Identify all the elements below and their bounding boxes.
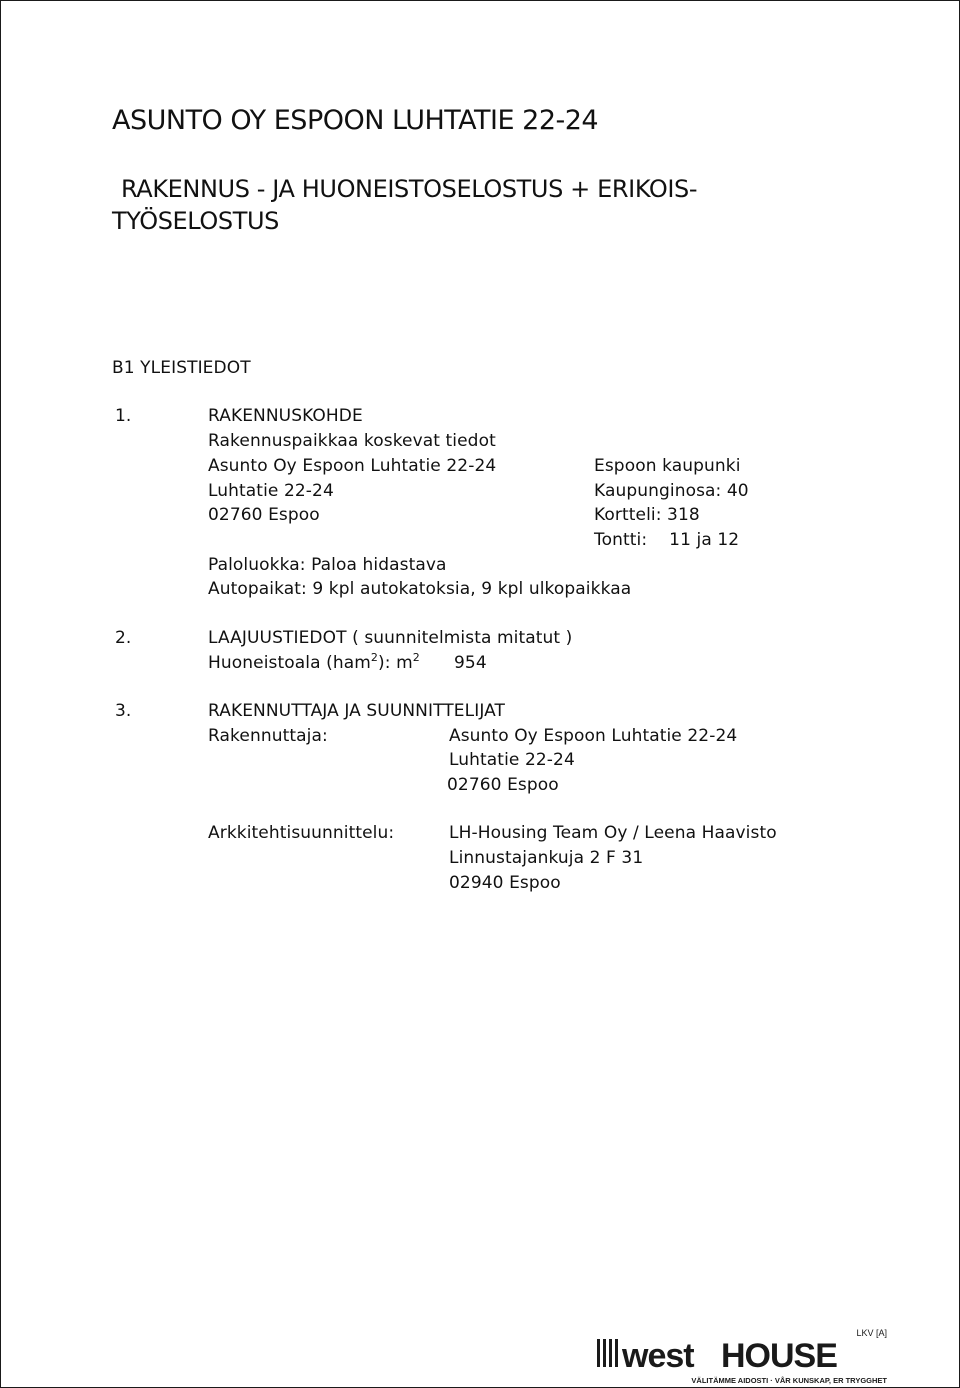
item1-number: 1. bbox=[115, 406, 132, 426]
architect-line: LH-Housing Team Oy / Leena Haavisto bbox=[449, 823, 777, 843]
item2-heading-line bbox=[208, 628, 572, 648]
site-left-line: 02760 Espoo bbox=[208, 505, 320, 525]
item3-number: 3. bbox=[115, 701, 132, 721]
logo-tagline: VÄLITÄMME AIDOSTI · VÅR KUNSKAP, ER TRYGGHET bbox=[691, 1376, 887, 1385]
item2-heading: LAAJUUSTIEDOT bbox=[208, 628, 347, 648]
floor-area-label-b: ): m bbox=[378, 653, 413, 673]
item2-number: 2. bbox=[115, 628, 132, 648]
site-right-line: Kaupunginosa: 40 bbox=[594, 481, 749, 501]
parking-info: Autopaikat: 9 kpl autokatoksia, 9 kpl ulkopaikkaa bbox=[208, 579, 632, 599]
item3-heading: RAKENNUTTAJA JA SUUNNITTELIJAT bbox=[208, 701, 506, 721]
site-right-line: Kortteli: 318 bbox=[594, 505, 700, 525]
westhouse-logo bbox=[595, 1323, 895, 1387]
item1-heading: RAKENNUSKOHDE bbox=[208, 406, 363, 426]
site-right-line: Espoon kaupunki bbox=[594, 456, 741, 476]
document-subtitle-line2: TYÖSELOSTUS bbox=[112, 207, 279, 235]
floor-area-value: 954 bbox=[454, 653, 487, 673]
site-left-line: Asunto Oy Espoon Luhtatie 22-24 bbox=[208, 456, 497, 476]
logo-house: HOUSE bbox=[721, 1337, 837, 1375]
logo-stripes bbox=[597, 1339, 618, 1367]
architect-line: 02940 Espoo bbox=[449, 873, 561, 893]
item2-note: ( suunnitelmista mitatut ) bbox=[352, 628, 573, 648]
document-title: ASUNTO OY ESPOON LUHTATIE 22-24 bbox=[112, 105, 599, 136]
developer-line: Asunto Oy Espoon Luhtatie 22-24 bbox=[449, 726, 738, 746]
architect-line: Linnustajankuja 2 F 31 bbox=[449, 848, 644, 868]
floor-area-line bbox=[208, 653, 420, 673]
site-left-line: Luhtatie 22-24 bbox=[208, 481, 334, 501]
section-heading-b1: B1 YLEISTIEDOT bbox=[112, 358, 251, 378]
logo-west: west bbox=[622, 1337, 694, 1375]
developer-label: Rakennuttaja: bbox=[208, 726, 328, 746]
floor-area-sup: 2 bbox=[370, 651, 378, 664]
fire-class: Paloluokka: Paloa hidastava bbox=[208, 555, 447, 575]
logo-lkv: LKV [A] bbox=[856, 1328, 887, 1338]
floor-area-unit-sup: 2 bbox=[412, 651, 420, 664]
floor-area-label-a: Huoneistoala (ham bbox=[208, 653, 371, 673]
item1-intro: Rakennuspaikkaa koskevat tiedot bbox=[208, 431, 496, 451]
developer-line: 02760 Espoo bbox=[447, 775, 559, 795]
document-subtitle-line1: RAKENNUS - JA HUONEISTOSELOSTUS + ERIKOIS- bbox=[121, 175, 698, 203]
developer-line: Luhtatie 22-24 bbox=[449, 750, 575, 770]
architect-label: Arkkitehtisuunnittelu: bbox=[208, 823, 395, 843]
site-right-line: Tontti: 11 ja 12 bbox=[594, 530, 740, 550]
